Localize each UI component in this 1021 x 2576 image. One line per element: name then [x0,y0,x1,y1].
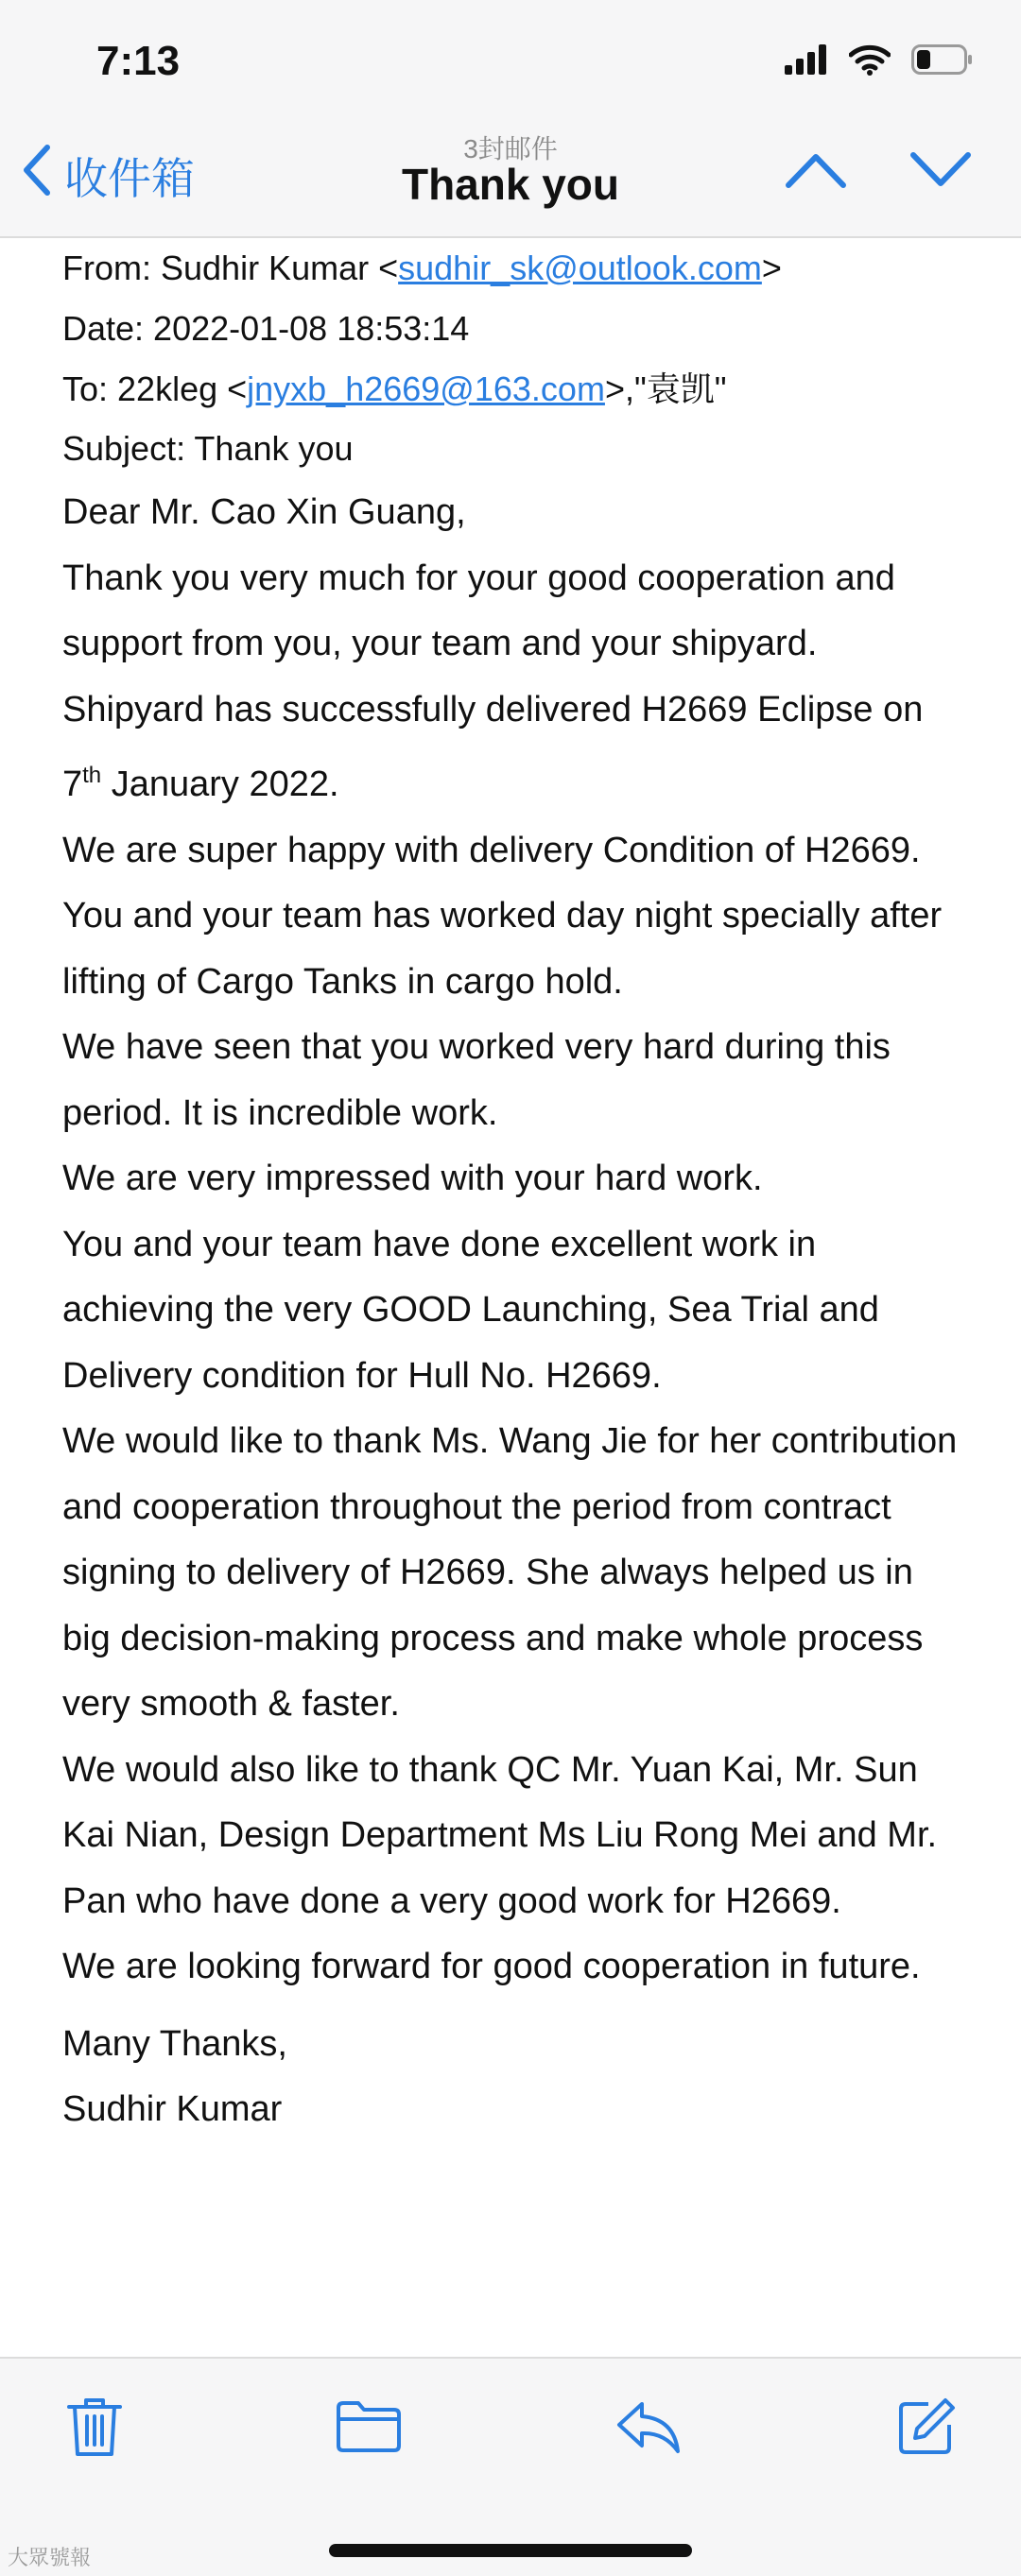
to-suffix: >,"袁凯" [604,369,727,408]
page-title: Thank you [401,160,620,209]
paragraph-2-end: January 2022. [101,764,339,804]
ordinal-suffix: th [82,763,102,788]
from-address-link[interactable]: sudhir_sk@outlook.com [398,249,762,287]
compose-button[interactable] [889,2391,964,2466]
paragraph-9: We are looking forward for good cooperation in future. [62,1947,921,1986]
paragraph-7: We would like to thank Ms. Wang Jie for her contribution and cooperation throughout the period from contract signing to delivery of H2669. She always helped us in big decision-making process and make whole process very smooth & faster. [62,1421,958,1724]
from-label: From: Sudhir Kumar < [62,249,399,287]
watermark: 大眾號報 [8,2546,92,2569]
message-body [62,480,970,2001]
chevron-left-icon [21,144,53,207]
back-to-inbox-button[interactable] [21,144,195,207]
next-message-button[interactable] [909,151,972,194]
delete-button[interactable] [57,2391,132,2466]
signature: Sudhir Kumar [62,2088,283,2129]
status-time: 7:13 [96,38,181,84]
paragraph-6: You and your team have done excellent work in achieving the very GOOD Launching, Sea Trial and Delivery condition for Hull No. H2669. [62,1224,879,1396]
paragraph-2 [62,678,970,818]
battery-icon [911,44,974,79]
date-line: Date: 2022-01-08 18:53:14 [62,309,470,348]
previous-message-button[interactable] [785,151,847,194]
paragraph-3: We are super happy with delivery Condition of H2669. You and your team has worked day night specially after lifting of Cargo Tanks in cargo hold. [62,830,943,1002]
bottom-toolbar [0,2357,1021,2576]
subject-line: Subject: Thank you [62,429,354,468]
from-suffix: > [761,249,782,287]
back-label: 收件箱 [64,153,195,203]
chevron-up-icon [785,177,847,193]
paragraph-2-text: Shipyard has successfully delivered H2669 Eclipse on 7 [62,689,924,804]
paragraph-1: Thank you very much for your good cooperation and support from you, your team and your shipyard. [62,558,895,663]
status-icons [785,43,974,80]
home-indicator[interactable] [329,2544,692,2557]
greeting: Dear Mr. Cao Xin Guang, [62,492,466,532]
reply-button[interactable] [611,2391,686,2466]
from-line [62,238,970,299]
paragraph-5: We are very impressed with your hard work. [62,1159,763,1198]
to-label: To: 22kleg < [62,369,248,408]
signoff [62,2012,970,2142]
cellular-signal-icon [785,44,828,79]
status-bar [0,0,1021,123]
folder-icon [336,2400,402,2458]
paragraph-8: We would also like to thank QC Mr. Yuan Kai, Mr. Sun Kai Nian, Design Department Ms Liu Rong Mei and Mr. Pan who have done a very good work for H2669. [62,1749,938,1921]
wifi-icon [849,43,891,80]
message-counter: 3封邮件 [463,134,558,163]
to-address-link[interactable]: jnyxb_h2669@163.com [247,369,605,408]
closing: Many Thanks, [62,2023,287,2064]
move-to-folder-button[interactable] [331,2391,407,2466]
reply-icon [615,2398,682,2460]
paragraph-4: We have seen that you worked very hard during this period. It is incredible work. [62,1027,891,1133]
nav-bar [0,123,1021,238]
compose-icon [896,2396,957,2462]
trash-icon [67,2396,122,2463]
to-line [62,359,970,420]
email-content [62,238,970,2142]
chevron-down-icon [909,177,972,193]
